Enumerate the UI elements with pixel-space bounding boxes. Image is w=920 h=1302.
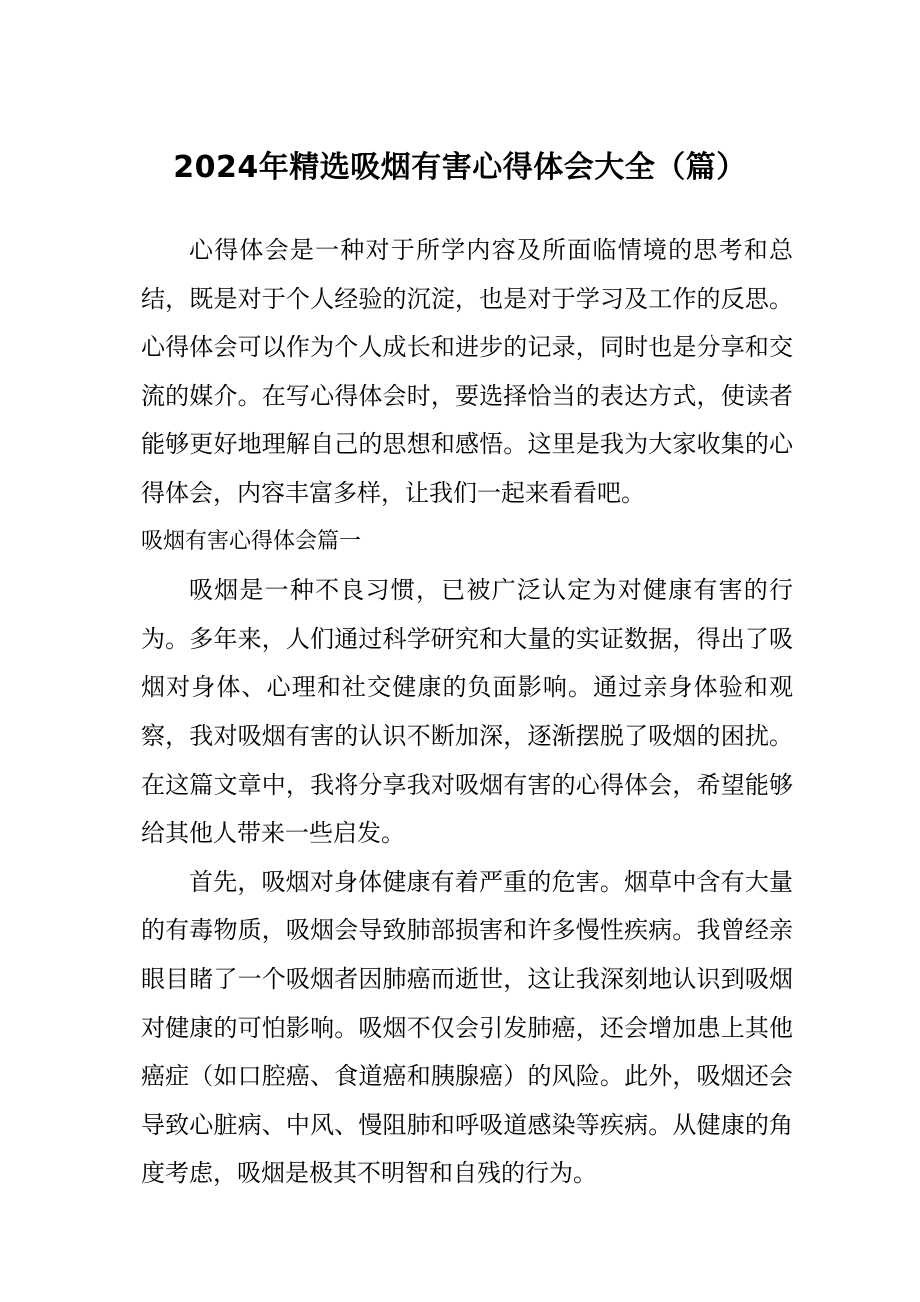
document-body <box>141 226 793 1198</box>
intro-paragraph: 心得体会是一种对于所学内容及所面临情境的思考和总结，既是对于个人经验的沉淀，也是对于学习及工作的反思。心得体会可以作为个人成长和进步的记录，同时也是分享和交流的媒介。在写心得体会时，要选择恰当的表达方式，使读者能够更好地理解自己的思想和感悟。这里是我为大家收集的心得体会，内容丰富多样，让我们一起来看看吧。 <box>141 236 793 507</box>
document-title: 2024年精选吸烟有害心得体会大全（篇） <box>173 150 747 185</box>
body-paragraph-1: 吸烟是一种不良习惯，已被广泛认定为对健康有害的行为。多年来，人们通过科学研究和大量的实证数据，得出了吸烟对身体、心理和社交健康的负面影响。通过亲身体验和观察，我对吸烟有害的认识不断加深，逐渐摆脱了吸烟的困扰。在这篇文章中，我将分享我对吸烟有害的心得体会，希望能够给其他人带来一些启发。 <box>141 576 793 848</box>
section-heading: 吸烟有害心得体会篇一 <box>141 528 362 554</box>
body-paragraph-2: 首先，吸烟对身体健康有着严重的危害。烟草中含有大量的有毒物质，吸烟会导致肺部损害和许多慢性疾病。我曾经亲眼目睹了一个吸烟者因肺癌而逝世，这让我深刻地认识到吸烟对健康的可怕影响。吸烟不仅会引发肺癌，还会增加患上其他癌症（如口腔癌、食道癌和胰腺癌）的风险。此外，吸烟还会导致心脏病、中风、慢阻肺和呼吸道感染等疾病。从健康的角度考虑，吸烟是极其不明智和自残的行为。 <box>141 867 793 1188</box>
